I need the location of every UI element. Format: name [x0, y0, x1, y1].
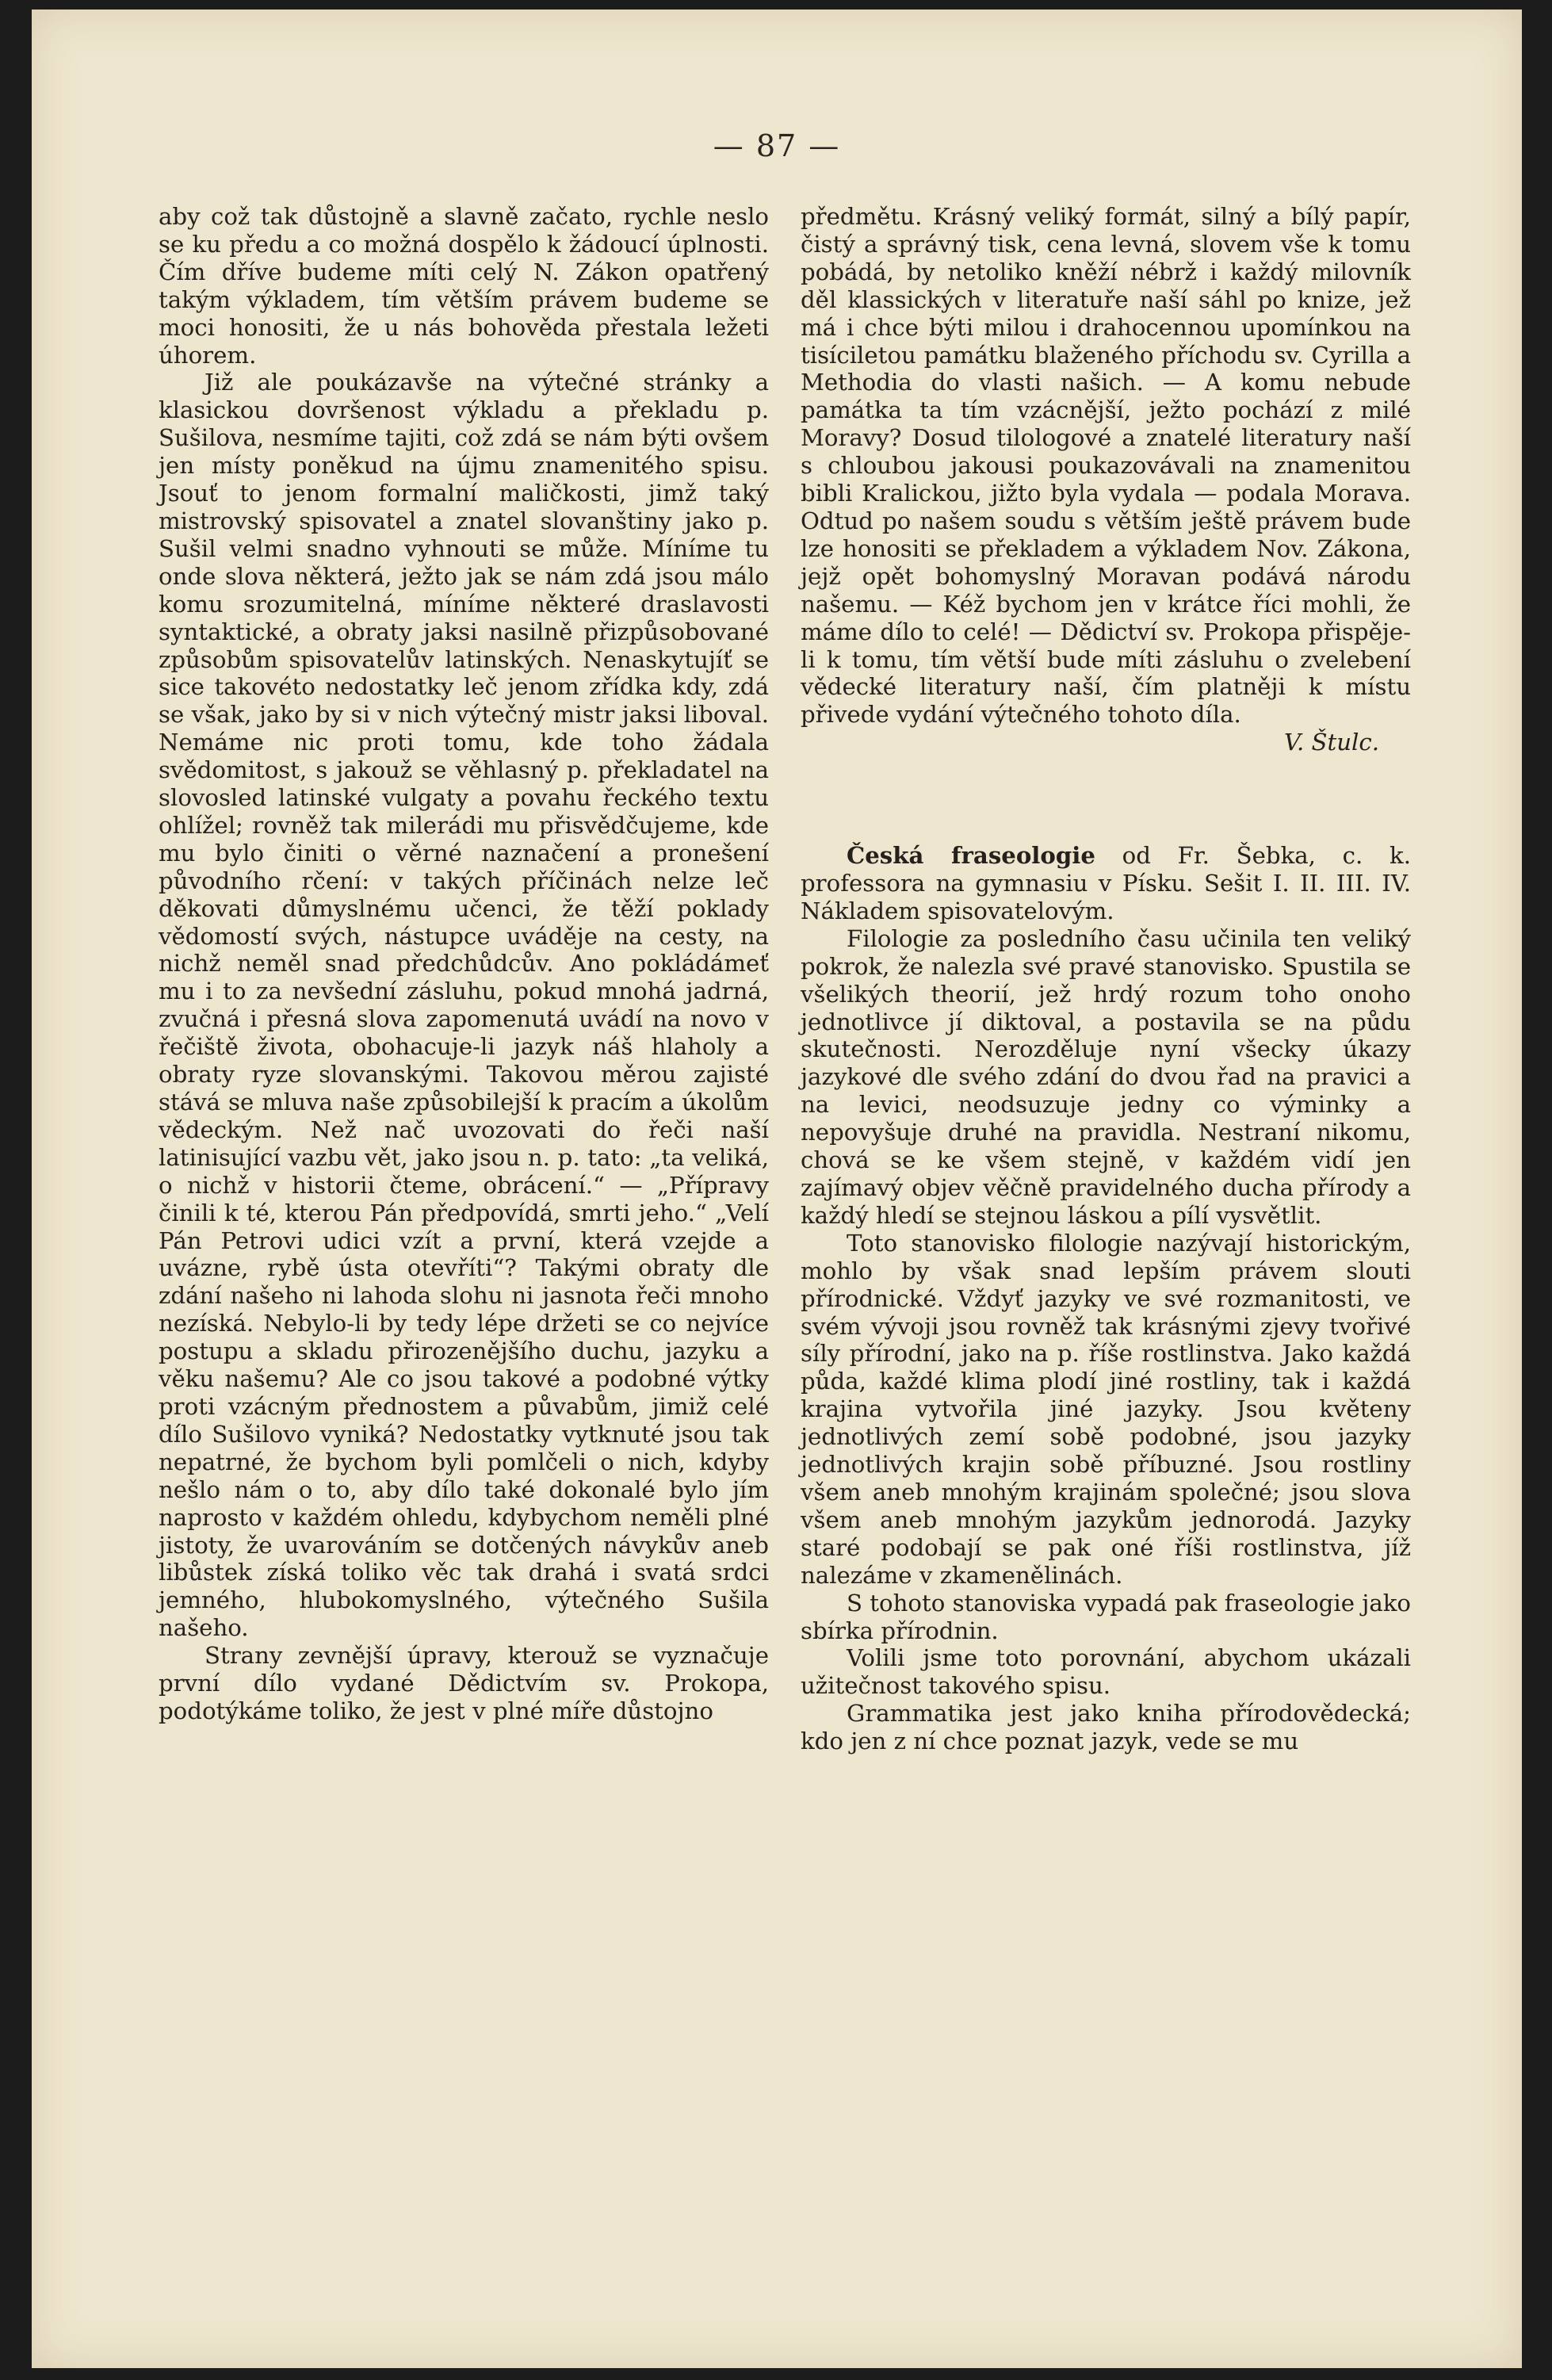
review-paragraph-3: S tohoto stanoviska vypadá pak fraseologie jako sbírka přírodnin.	[801, 1589, 1411, 1644]
review-bibliographic-info: od Fr. Šebka, c. k. professora na gymnasiu v Písku. Sešit I. II. III. IV. Nákladem spisovatelovým.	[801, 842, 1412, 924]
left-paragraph-1: aby což tak důstojně a slavně začato, rychle neslo se ku předu a co možná dospělo k žádoucí úplnosti. Čím dříve budeme míti celý N. Zákon opatřený takým výkladem, tím větším právem budeme se moci honositi, že u nás bohověda přestala ležeti úhorem.	[159, 203, 769, 369]
section-gap	[801, 756, 1411, 842]
review-title: Česká fraseologie	[847, 842, 1095, 870]
left-paragraph-2: Již ale poukázavše na výtečné stránky a klasickou dovršenost výkladu a překladu p. Sušilova, nesmíme tajiti, což zdá se nám býti ovšem jen místy poněkud na újmu znamenitého spisu. Jsouť to jenom formalní maličkosti, jimž taký mistrovský spisovatel a znatel slovanštiny jako p. Sušil velmi snadno vyhnouti se může. Míníme tu onde slova některá, ježto jak se nám zdá jsou málo komu srozumitelná, míníme některé draslavosti syntaktické, a obraty jaksi nasilně přizpůsobované způsobům spisovatelův latinských. Nenaskytujíť se sice takovéto nedostatky leč jenom zřídka kdy, zdá se však, jako by si v nich výtečný mistr jaksi liboval. Nemáme nic proti tomu, kde toho žádala svědomitost, s jakouž se věhlasný p. překladatel na slovosled latinské vulgaty a povahu řeckého textu ohlížel; rovněž tak milerádi mu přisvědčujeme, kde mu bylo činiti o věrné naznačení a pronešení původního rčení: v takých příčinách nelze leč děkovati důmyslnému učenci, že těží poklady vědomostí svých, nástupce uváděje na cesty, na nichž neměl snad předchůdcův. Ano pokládámeť mu i to za nevšední zásluhu, pokud mnohá jadrná, zvučná i přesná slova zapomenutá uvádí na novo v řečiště života, obohacuje-li jazyk náš hlaholy a obraty ryze slovanskými. Takovou měrou zajisté stává se mluva naše způsobilejší k pracím a úkolům vědeckým. Než nač uvozovati do řeči naší latinisující vazbu vět, jako jsou n. p. tato: „ta veliká, o nichž v historii čteme, obrácení.“ — „Přípravy činili k té, kterou Pán předpovídá, smrti jeho.“ „Velí Pán Petrovi udici vzít a první, která vzejde a uvázne, rybě ústa otevříti“? Takými obraty dle zdání našeho ni lahoda slohu ni jasnota řeči mnoho nezíská. Nebylo-li by tedy lépe držeti se co nejvíce postupu a skladu přirozenějšího duchu, jazyku a věku našemu? Ale co jsou takové a podobné výtky proti vzácným přednostem a půvabům, jimiž celé dílo Sušilovo vyniká? Nedostatky vytknuté jsou tak nepatrné, že bychom byli pomlčeli o nich, kdyby nešlo nám o to, aby dílo také dokonalé bylo jím naprosto v každém ohledu, kdybychom neměli plné jistoty, že uvarováním se dotčených návykův aneb libůstek získá toliko věc tak drahá i svatá srdci jemného, hlubokomyslného, výtečného Sušila našeho.	[159, 369, 769, 1642]
page-number: — 87 —	[713, 128, 841, 163]
right-paragraph-1: předmětu. Krásný veliký formát, silný a bílý papír, čistý a správný tisk, cena levná, slovem vše k tomu pobádá, by netoliko kněží nébrž i každý milovník děl klassických v literatuře naší sáhl po knize, jež má i chce býti milou i drahocennou upomínkou na tisíciletou památku blaženého příchodu sv. Cyrilla a Methodia do vlasti našich. — A komu nebude památka ta tím vzácnější, ježto pochází z milé Moravy? Dosud tilologové a znatelé literatury naší s chloubou jakousi poukazovávali na znamenitou bibli Kralickou, jižto byla vydala — podala Morava. Odtud po našem soudu s větším ještě právem bude lze honositi se překladem a výkladem Nov. Zákona, jejž opět bohomyslný Moravan podává národu našemu. — Kéž bychom jen v krátce říci mohli, že máme dílo to celé! — Dědictví sv. Prokopa přispěje-li k tomu, tím větší bude míti zásluhu o zvelebení vědecké literatury naší, čím platněji k místu přivede vydání výtečného tohoto díla.	[801, 203, 1411, 729]
right-column	[801, 203, 1411, 1755]
left-paragraph-3: Strany zevnější úpravy, kterouž se vyznačuje první dílo vydané Dědictvím sv. Prokopa, podotýkáme toliko, že jest v plné míře důstojno	[159, 1642, 769, 1724]
review-heading	[801, 842, 1411, 925]
review-paragraph-4: Volili jsme toto porovnání, abychom ukázali užitečnost takového spisu.	[801, 1644, 1411, 1700]
book-page	[32, 10, 1522, 2368]
review-paragraph-5: Grammatika jest jako kniha přírodovědecká; kdo jen z ní chce poznat jazyk, vede se mu	[801, 1700, 1411, 1755]
left-column	[159, 203, 769, 1725]
review-paragraph-2: Toto stanovisko filologie nazývají historickým, mohlo by však snad lepším právem slouti přírodnické. Vždyť jazyky ve své rozmanitosti, ve svém vývoji jsou rovněž tak krásnými zjevy tvořivé síly přírodní, jako na p. říše rostlinstva. Jako každá půda, každé klima plodí jiné rostliny, tak i každá krajina vytvořila jiné jazyky. Jsou květeny jednotlivých zemí sobě podobné, jsou jazyky jednotlivých krajin sobě příbuzné. Jsou rostliny všem aneb mnohým krajinám společné; jsou slova všem aneb mnohým jazykům jednorodá. Jazyky staré podobají se pak oné říši rostlinstva, jíž nalezáme v zkamenělinách.	[801, 1229, 1411, 1589]
review-paragraph-1: Filologie za posledního času učinila ten veliký pokrok, že nalezla své pravé stanovisko. Spustila se všelikých theorií, jež hrdý rozum toho onoho jednotlivce jí diktoval, a postavila se na půdu skutečnosti. Nerozděluje nyní všecky úkazy jazykové dle svého zdání do dvou řad na pravici a na levici, neodsuzuje jedny co výminky a nepovyšuje druhé na pravidla. Nestraní nikomu, chová se ke všem stejně, v každém vidí jen zajímavý objev věčně pravidelného ducha přírody a každý hledí se stejnou láskou a pílí vysvětlit.	[801, 924, 1411, 1229]
author-signature: V. Štulc.	[1283, 729, 1379, 756]
